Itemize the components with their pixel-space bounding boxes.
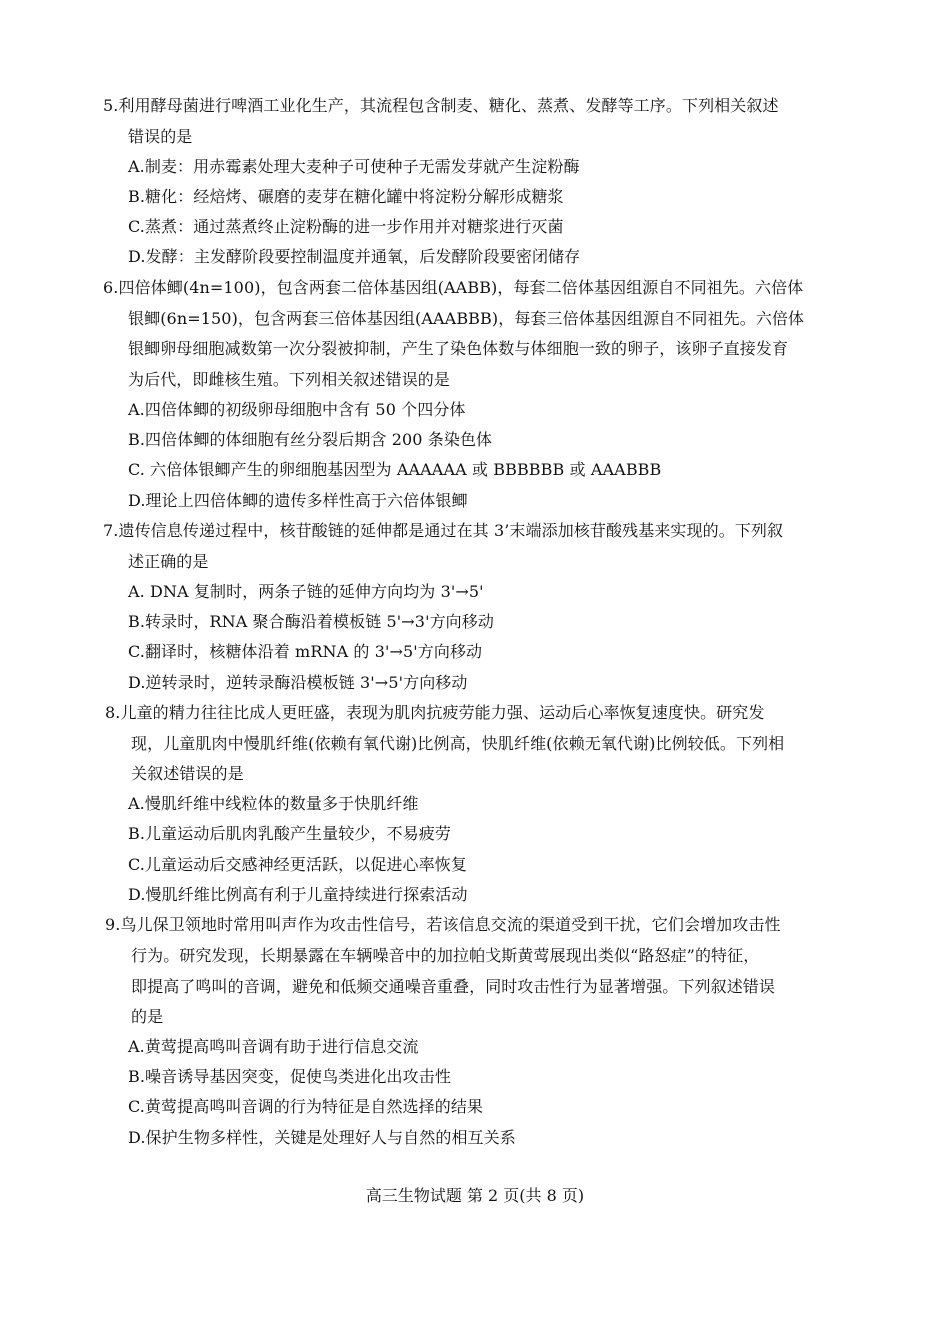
option-c: C.蒸煮：通过蒸煮终止淀粉酶的进一步作用并对糖浆进行灭菌 — [128, 217, 564, 236]
page-footer: 高三生物试题 第 2 页(共 8 页) — [365, 1186, 585, 1205]
question-stem: 行为。研究发现，长期暴露在车辆噪音中的加拉帕戈斯黄莺展现出类似“路怒症”的特征， — [131, 946, 760, 965]
question-stem: 6.四倍体鲫(4n=100)，包含两套二倍体基因组(AABB)，每套二倍体基因组源自不同祖先。六倍体 — [103, 278, 804, 297]
option-c: C.儿童运动后交感神经更活跃，以促进心率恢复 — [128, 855, 467, 874]
option-b: B.转录时，RNA 聚合酶沿着模板链 5'→3'方向移动 — [128, 612, 494, 631]
option-a: A. DNA 复制时，两条子链的延伸方向均为 3'→5' — [128, 582, 484, 601]
question-stem: 关叙述错误的是 — [131, 764, 244, 783]
option-d: D.慢肌纤维比例高有利于儿童持续进行探索活动 — [128, 885, 468, 904]
option-d: D.逆转录时，逆转录酶沿模板链 3'→5'方向移动 — [128, 673, 468, 692]
option-a: A.慢肌纤维中线粒体的数量多于快肌纤维 — [128, 794, 419, 813]
option-a: A.黄莺提高鸣叫音调有助于进行信息交流 — [128, 1037, 419, 1056]
option-c: C. 六倍体银鲫产生的卵细胞基因型为 AAAAAA 或 BBBBBB 或 AAABBB — [128, 460, 662, 479]
option-d: D.发酵：主发酵阶段要控制温度并通氧，后发酵阶段要密闭储存 — [128, 247, 581, 266]
option-a: A.四倍体鲫的初级卵母细胞中含有 50 个四分体 — [128, 400, 466, 419]
question-stem: 述正确的是 — [128, 552, 209, 571]
option-b: B.糖化：经焙烤、碾磨的麦芽在糖化罐中将淀粉分解形成糖浆 — [128, 187, 564, 206]
question-stem: 即提高了鸣叫的音调，避免和低频交通噪音重叠，同时攻击性行为显著增强。下列叙述错误 — [131, 977, 776, 996]
option-b: B.四倍体鲫的体细胞有丝分裂后期含 200 条染色体 — [128, 430, 493, 449]
option-d: D.保护生物多样性，关键是处理好人与自然的相互关系 — [128, 1128, 516, 1147]
option-d: D.理论上四倍体鲫的遗传多样性高于六倍体银鲫 — [128, 491, 468, 510]
option-c: C.翻译时，核糖体沿着 mRNA 的 3'→5'方向移动 — [128, 642, 483, 661]
question-stem: 为后代，即雌核生殖。下列相关叙述错误的是 — [128, 370, 451, 389]
question-stem: 银鲫卵母细胞减数第一次分裂被抑制，产生了染色体数与体细胞一致的卵子，该卵子直接发育 — [128, 339, 789, 358]
option-c: C.黄莺提高鸣叫音调的行为特征是自然选择的结果 — [128, 1097, 484, 1116]
option-b: B.噪音诱导基因突变，促使鸟类进化出攻击性 — [128, 1067, 451, 1086]
question-stem: 9.鸟儿保卫领地时常用叫声作为攻击性信号，若该信息交流的渠道受到干扰，它们会增加攻击性 — [105, 915, 781, 934]
question-stem: 的是 — [131, 1007, 164, 1026]
question-stem: 银鲫(6n=150)，包含两套三倍体基因组(AAABBB)，每套三倍体基因组源自不同祖先。六倍体 — [128, 309, 805, 328]
option-a: A.制麦：用赤霉素处理大麦种子可使种子无需发芽就产生淀粉酶 — [128, 157, 580, 176]
option-b: B.儿童运动后肌肉乳酸产生量较少，不易疲劳 — [128, 824, 451, 843]
question-stem: 8.儿童的精力往往比成人更旺盛，表现为肌肉抗疲劳能力强、运动后心率恢复速度快。研究发 — [105, 703, 765, 722]
question-stem: 错误的是 — [128, 127, 193, 146]
question-stem: 7.遗传信息传递过程中，核苷酸链的延伸都是通过在其 3’末端添加核苷酸残基来实现的。下列叙 — [103, 521, 784, 540]
question-stem: 5.利用酵母菌进行啤酒工业化生产，其流程包含制麦、糖化、蒸煮、发酵等工序。下列相关叙述 — [103, 96, 779, 115]
question-stem: 现，儿童肌肉中慢肌纤维(依赖有氧代谢)比例高，快肌纤维(依赖无氧代谢)比例较低。下列相 — [131, 734, 785, 753]
